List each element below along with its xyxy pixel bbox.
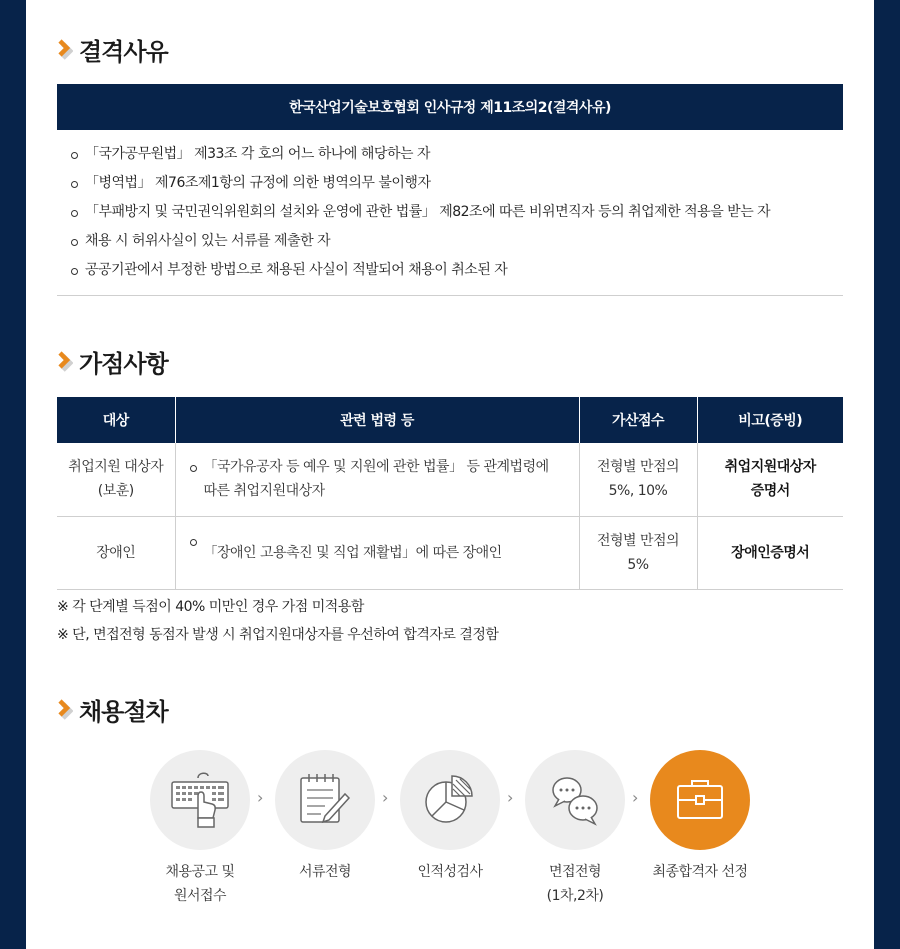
cell-proof: 장애인증명서 xyxy=(697,516,843,589)
step-arrow-icon: › xyxy=(257,788,264,807)
step-circle xyxy=(150,750,250,850)
list-item: 「부패방지 및 국민권익위원회의 설치와 운영에 관한 법률」 제82조에 따른 비위면직자 등의 취업제한 적용을 받는 자 xyxy=(57,198,843,227)
step-circle xyxy=(525,750,625,850)
section-title-disqualification xyxy=(57,34,168,64)
pie-chart-icon xyxy=(420,770,480,830)
step-label: 면접전형 (1차,2차) xyxy=(546,864,604,904)
note-text: ※ 단, 면접전형 동점자 발생 시 취업지원대상자를 우선하여 합격자로 결정함 xyxy=(57,627,499,643)
section-title-process xyxy=(57,694,168,724)
briefcase-icon xyxy=(672,772,728,828)
table-row xyxy=(57,516,843,589)
list-item: 「국가공무원법」 제33조 각 호의 어느 하나에 해당하는 자 xyxy=(57,140,843,169)
process-step-aptitude xyxy=(400,750,500,884)
cell-points: 전형별 만점의 5% xyxy=(579,516,697,589)
disqualification-list xyxy=(57,140,843,285)
list-item: 채용 시 허위사실이 있는 서류를 제출한 자 xyxy=(57,227,843,256)
cell-law: 「국가유공자 등 예우 및 지원에 관한 법률」 등 관계법령에 따른 취업지원대상자 xyxy=(175,443,579,516)
note-text: ※ 각 단계별 득점이 40% 미만인 경우 가점 미적용함 xyxy=(57,599,364,615)
chevron-right-icon xyxy=(57,350,73,372)
section-heading: 채용절차 xyxy=(79,697,168,726)
section-heading: 결격사유 xyxy=(79,37,168,66)
table-row xyxy=(57,443,843,516)
section-heading: 가점사항 xyxy=(79,349,168,378)
step-label: 인적성검사 xyxy=(417,864,483,880)
cell-target: 장애인 xyxy=(57,516,175,589)
step-arrow-icon: › xyxy=(507,788,514,807)
step-label: 채용공고 및 원서접수 xyxy=(165,864,235,904)
section-title-bonus xyxy=(57,346,168,376)
process-steps xyxy=(150,750,750,920)
cell-points: 전형별 만점의 5%, 10% xyxy=(579,443,697,516)
process-step-document xyxy=(275,750,375,884)
step-arrow-icon: › xyxy=(382,788,389,807)
speech-bubbles-icon xyxy=(545,770,605,830)
step-label: 최종합격자 선정 xyxy=(652,864,748,880)
list-item: 「병역법」 제76조제1항의 규정에 의한 병역의무 불이행자 xyxy=(57,169,843,198)
step-arrow-icon: › xyxy=(632,788,639,807)
column-header-points: 가산점수 xyxy=(579,397,697,443)
bonus-points-table xyxy=(57,397,843,590)
column-header-proof: 비고(증빙) xyxy=(697,397,843,443)
cell-proof: 취업지원대상자 증명서 xyxy=(697,443,843,516)
column-header-target: 대상 xyxy=(57,397,175,443)
process-step-interview xyxy=(525,750,625,908)
column-header-law: 관련 법령 등 xyxy=(175,397,579,443)
keyboard-hand-icon xyxy=(168,768,232,832)
document-pen-icon xyxy=(295,770,355,830)
regulation-banner: 한국산업기술보호협회 인사규정 제11조의2(결격사유) xyxy=(57,84,843,130)
divider xyxy=(57,295,843,296)
step-label: 서류전형 xyxy=(298,864,352,880)
page-content xyxy=(26,0,874,949)
chevron-right-icon xyxy=(57,698,73,720)
step-circle xyxy=(650,750,750,850)
cell-target: 취업지원 대상자 (보훈) xyxy=(57,443,175,516)
chevron-right-icon xyxy=(57,38,73,60)
step-circle xyxy=(275,750,375,850)
table-header-row xyxy=(57,397,843,443)
bonus-notes xyxy=(57,593,498,649)
cell-law: 「장애인 고용촉진 및 직업 재활법」에 따른 장애인 xyxy=(175,516,579,589)
step-circle xyxy=(400,750,500,850)
process-step-application xyxy=(150,750,250,908)
list-item: 공공기관에서 부정한 방법으로 채용된 사실이 적발되어 채용이 취소된 자 xyxy=(57,256,843,285)
process-step-final xyxy=(650,750,750,884)
